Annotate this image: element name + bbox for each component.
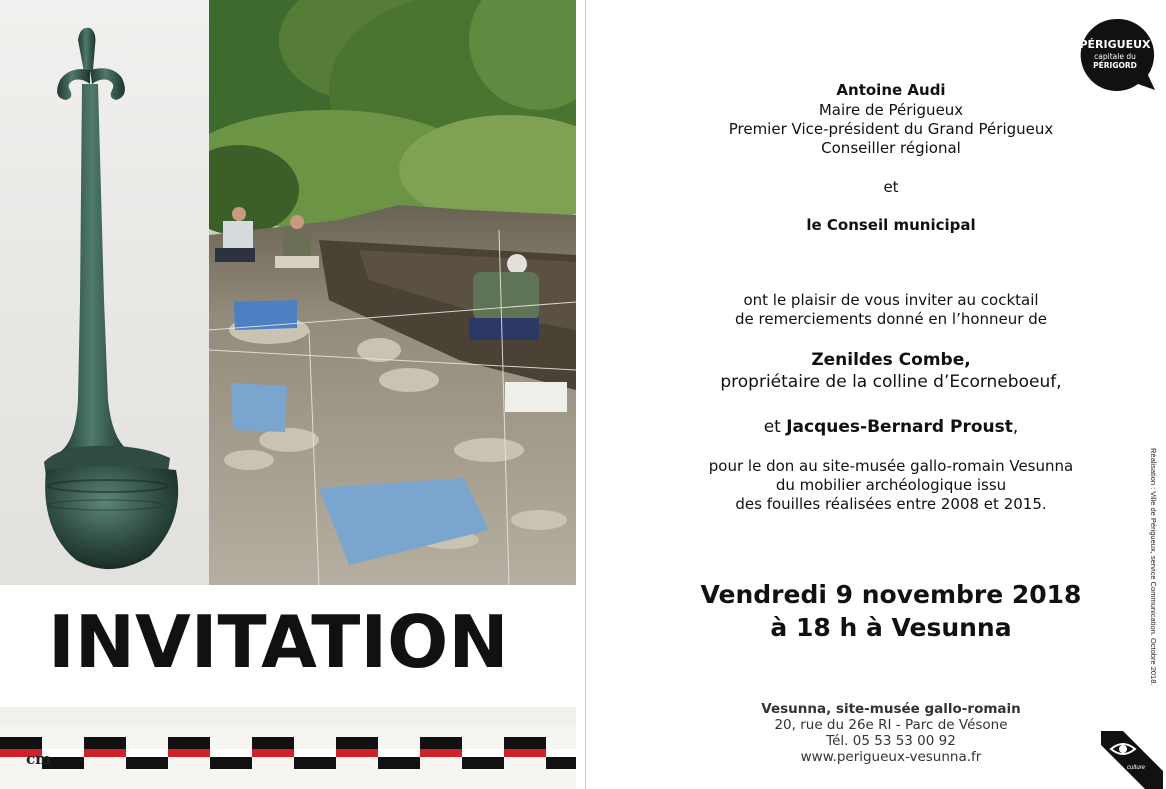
host-title-1: Maire de Périgueux <box>818 101 964 119</box>
invitation-title: INVITATION <box>48 600 509 684</box>
eye-icon <box>1101 729 1163 789</box>
scale-unit-label: cm <box>26 750 52 768</box>
culture-badge <box>1101 729 1163 789</box>
invite-line-1: ont le plaisir de vous inviter au cocktail <box>743 291 1039 309</box>
excavation-illustration <box>209 0 576 585</box>
logo-line2: capitale du <box>1094 52 1136 61</box>
production-credit: Réalisation : Ville de Périgueux, service Communication. Octobre 2018. <box>1149 448 1158 686</box>
logo-text <box>1078 39 1152 69</box>
bronze-ladle-photo <box>0 0 209 585</box>
event-time-place: à 18 h à Vesunna <box>770 613 1012 642</box>
conjunction-et: et <box>883 178 899 196</box>
purpose-line-1: pour le don au site-musée gallo-romain Vesunna <box>708 457 1074 475</box>
perigueux-logo <box>1078 17 1156 91</box>
venue-phone: Tél. 05 53 53 00 92 <box>826 733 956 749</box>
honoree-2-name: Jacques-Bernard Proust <box>786 417 1013 437</box>
honoree-1-name: Zenildes Combe, <box>811 350 971 370</box>
honoree-2-suffix: , <box>1012 417 1019 437</box>
ladle-illustration <box>0 0 209 585</box>
venue-website: www.perigueux-vesunna.fr <box>800 749 982 765</box>
municipal-council: le Conseil municipal <box>806 216 976 234</box>
excavation-photo <box>209 0 576 585</box>
event-date: Vendredi 9 novembre 2018 <box>700 580 1082 609</box>
purpose-line-2: du mobilier archéologique issu <box>775 476 1007 494</box>
host-title-2: Premier Vice-président du Grand Périgueux <box>728 120 1054 138</box>
host-name: Antoine Audi <box>836 81 946 99</box>
honoree-1-desc: propriétaire de la colline d’Ecorneboeuf, <box>720 372 1062 392</box>
host-title-3: Conseiller régional <box>821 139 961 157</box>
invite-line-2: de remerciements donné en l’honneur de <box>735 310 1047 328</box>
logo-line1: PÉRIGUEUX <box>1079 38 1151 51</box>
measuring-scale <box>0 707 576 789</box>
scale-ruler-illustration <box>0 707 576 789</box>
honoree-2-prefix: et <box>763 417 787 437</box>
page-fold <box>585 0 586 789</box>
purpose-line-3: des fouilles réalisées entre 2008 et 2015. <box>735 495 1047 513</box>
logo-line3: PÉRIGORD <box>1093 60 1137 70</box>
culture-label: culture <box>1127 765 1146 771</box>
venue-address: 20, rue du 26e RI - Parc de Vésone <box>774 717 1008 733</box>
venue-name: Vesunna, site-musée gallo-romain <box>761 701 1021 717</box>
honoree-2 <box>620 416 1162 438</box>
